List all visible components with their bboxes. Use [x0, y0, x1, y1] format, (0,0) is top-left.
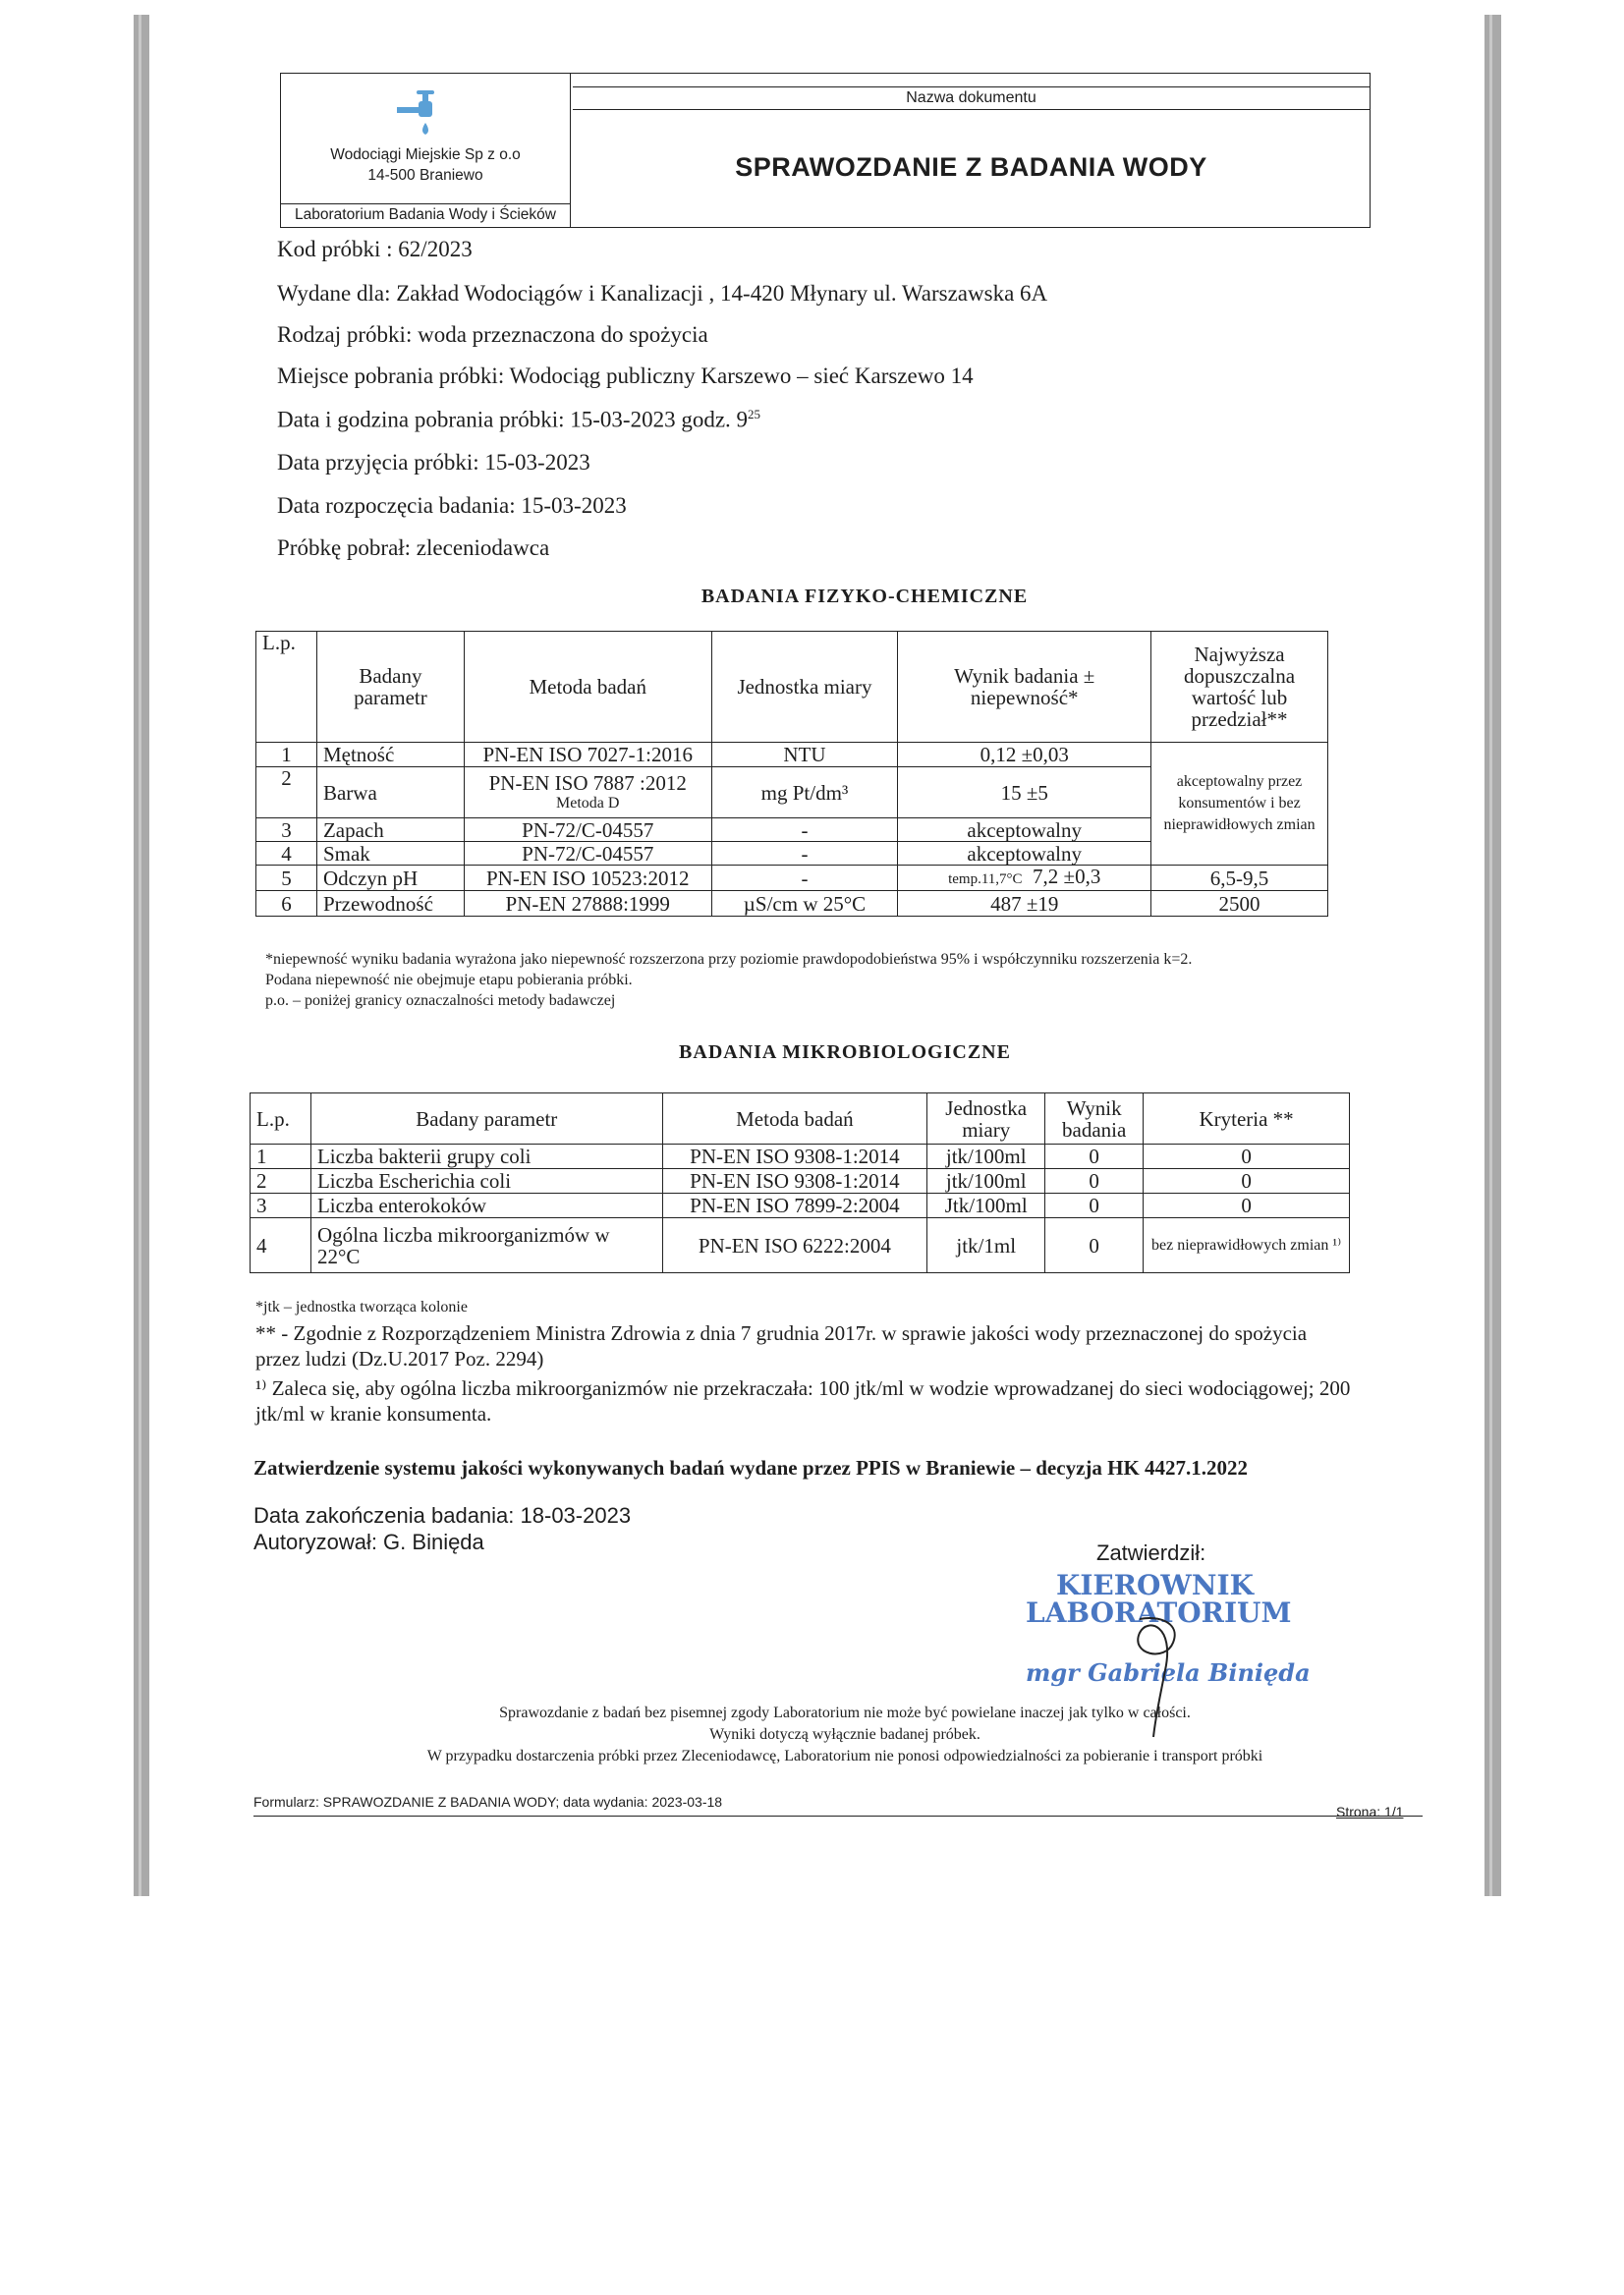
sampling-datetime	[277, 407, 760, 433]
row-unit: -	[711, 866, 898, 891]
company-name: Wodociągi Miejskie Sp z o.o	[330, 146, 521, 163]
uncertainty-note: *niepewność wyniku badania wyrażona jako niepewność rozszerzona przy poziomie prawdopodobieństwa 95% i współczynniku rozszerzenia k=2.	[265, 951, 1193, 968]
physchem-table	[255, 631, 1328, 917]
uncertainty-note-2: Podana niepewność nie obejmuje etapu pobierania próbki.	[265, 972, 633, 988]
physchem-header-row	[256, 632, 1328, 743]
row-param: Zapach	[316, 818, 464, 842]
jtk-note: *jtk – jednostka tworząca kolonie	[255, 1299, 468, 1315]
col-limit-header: Najwyższa dopuszczalna wartość lub przedział**	[1151, 632, 1328, 743]
row-method: PN-EN ISO 7027-1:2016	[464, 743, 711, 767]
row-result: 15 ±5	[898, 767, 1151, 818]
row-method: PN-72/C-04557	[464, 818, 711, 842]
approved-by-label: Zatwierdził:	[1096, 1540, 1206, 1565]
row-param: Liczba bakterii grupy coli	[310, 1145, 662, 1169]
sampling-minutes: 25	[748, 407, 761, 421]
table-row	[251, 1145, 1350, 1169]
row-param: Smak	[316, 842, 464, 866]
row-unit: µS/cm w 25°C	[711, 891, 898, 917]
row-result: 0	[1045, 1218, 1144, 1273]
row-param: Ogólna liczba mikroorganizmów w 22°C	[310, 1218, 662, 1273]
row-method: PN-72/C-04557	[464, 842, 711, 866]
sample-type: Rodzaj próbki: woda przeznaczona do spożycia	[277, 322, 708, 347]
sample-code: Kod próbki : 62/2023	[277, 237, 473, 261]
regulation-note: ** - Zgodnie z Rozporządzeniem Ministra Zdrowia z dnia 7 grudnia 2017r. w sprawie jakości wody przeznaczonej do spożycia przez ludzi (Dz.U.2017 Poz. 2294)	[255, 1321, 1308, 1371]
row-result: akceptowalny	[898, 818, 1151, 842]
footer-rule	[253, 1816, 1423, 1817]
row-criteria: 0	[1144, 1169, 1350, 1194]
scan-border-right	[1484, 15, 1501, 1896]
col-unit-header: Jednostka miary	[711, 632, 898, 743]
document-name-label: Nazwa dokumentu	[573, 86, 1370, 110]
document-title: SPRAWOZDANIE Z BADANIA WODY	[735, 152, 1207, 182]
form-identifier: Formularz: SPRAWOZDANIE Z BADANIA WODY; data wydania: 2023-03-18	[253, 1794, 723, 1810]
row-result: 0	[1045, 1145, 1144, 1169]
row-lp: 1	[251, 1145, 311, 1169]
method-text: PN-EN ISO 7887 :2012	[488, 771, 687, 795]
row-lp: 1	[256, 743, 317, 767]
row-criteria: 0	[1144, 1145, 1350, 1169]
row-param: Mętność	[316, 743, 464, 767]
row-unit: NTU	[711, 743, 898, 767]
row-unit: mg Pt/dm³	[711, 767, 898, 818]
lab-name: Laboratorium Badania Wody i Ścieków	[281, 203, 570, 225]
row-lp: 4	[251, 1218, 311, 1273]
row-criteria: 0	[1144, 1194, 1350, 1218]
row-param: Barwa	[316, 767, 464, 818]
sampling-place: Miejsce pobrania próbki: Wodociąg publiczny Karszewo – sieć Karszewo 14	[277, 364, 974, 388]
row-method: PN-EN ISO 9308-1:2014	[662, 1145, 927, 1169]
row-lp: 6	[256, 891, 317, 917]
row-lp: 2	[251, 1169, 311, 1194]
row-method: PN-EN ISO 9308-1:2014	[662, 1169, 927, 1194]
row-lp: 3	[251, 1194, 311, 1218]
micro-header-row	[251, 1093, 1350, 1145]
col-result-header: Wynik badania ± niepewność*	[898, 632, 1151, 743]
end-date: Data zakończenia badania: 18-03-2023	[253, 1503, 632, 1528]
row-result	[898, 866, 1151, 891]
row-param: Liczba Escherichia coli	[310, 1169, 662, 1194]
receipt-date: Data przyjęcia próbki: 15-03-2023	[277, 450, 590, 475]
table-row	[256, 866, 1328, 891]
stamp-signature-name: mgr Gabriela Binięda	[1026, 1658, 1311, 1687]
lab-identity	[281, 74, 571, 227]
scan-border-left	[134, 15, 149, 1896]
method-sub: Metoda D	[556, 795, 620, 812]
row-lp: 2	[256, 767, 317, 818]
row-result: 0,12 ±0,03	[898, 743, 1151, 767]
quality-approval: Zatwierdzenie systemu jakości wykonywanych badań wydane przez PPIS w Braniewie – decyzja HK 4427.1.2022	[253, 1456, 1249, 1480]
col-lp-header: L.p.	[251, 1093, 311, 1145]
table-row	[256, 891, 1328, 917]
document-header	[280, 73, 1371, 228]
footer-copy-note: Sprawozdanie z badań bez pisemnej zgody Laboratorium nie może być powielane inaczej jak tylko w całości.	[499, 1705, 1191, 1721]
water-tap-logo-icon	[391, 80, 460, 139]
issued-for: Wydane dla: Zakład Wodociągów i Kanalizacji , 14-420 Młynary ul. Warszawska 6A	[277, 281, 1048, 306]
row-unit: jtk/100ml	[927, 1145, 1045, 1169]
sampling-datetime-text: Data i godzina pobrania próbki: 15-03-2023 godz. 9	[277, 407, 749, 432]
row-unit: jtk/1ml	[927, 1218, 1045, 1273]
col-param-header: Badany parametr	[316, 632, 464, 743]
row-result: 487 ±19	[898, 891, 1151, 917]
authorized-by: Autoryzował: G. Binięda	[253, 1530, 484, 1554]
row-result: akceptowalny	[898, 842, 1151, 866]
row-unit: jtk/100ml	[927, 1169, 1045, 1194]
recommendation-note: ¹⁾ Zaleca się, aby ogólna liczba mikroorganizmów nie przekraczała: 100 jtk/ml w wodzie wprowadzanej do sieci wodociągowej; 200 jtk/ml w kranie konsumenta.	[255, 1376, 1351, 1426]
sampler: Próbkę pobrał: zleceniodawca	[277, 535, 550, 560]
row-result: 0	[1045, 1169, 1144, 1194]
row-unit: -	[711, 818, 898, 842]
row-result: 0	[1045, 1194, 1144, 1218]
row-method	[464, 767, 711, 818]
col-method-header: Metoda badań	[662, 1093, 927, 1145]
company-address: 14-500 Braniewo	[367, 167, 483, 184]
row-param: Odczyn pH	[316, 866, 464, 891]
footer-transport-note: W przypadku dostarczenia próbki przez Zleceniodawcę, Laboratorium nie ponosi odpowiedzialności za pobieranie i transport próbki	[426, 1748, 1263, 1764]
stamp-kierownik: KIEROWNIK	[1056, 1569, 1254, 1601]
table-row	[251, 1218, 1350, 1273]
micro-section-title: BADANIA MIKROBIOLOGICZNE	[679, 1041, 1011, 1063]
row-limit: 6,5-9,5	[1151, 866, 1328, 891]
row-method: PN-EN ISO 10523:2012	[464, 866, 711, 891]
result-temperature: temp.11,7°C	[948, 871, 1023, 887]
row-limit: 2500	[1151, 891, 1328, 917]
row-method: PN-EN ISO 7899-2:2004	[662, 1194, 927, 1218]
row-criteria: bez nieprawidłowych zmian ¹⁾	[1144, 1218, 1350, 1273]
row-param: Przewodność	[316, 891, 464, 917]
row-unit: -	[711, 842, 898, 866]
start-date: Data rozpoczęcia badania: 15-03-2023	[277, 493, 627, 518]
row-lp: 3	[256, 818, 317, 842]
table-row	[251, 1194, 1350, 1218]
col-method-header: Metoda badań	[464, 632, 711, 743]
page-number: Strona: 1/1	[1336, 1804, 1404, 1819]
result-value: 7,2 ±0,3	[1033, 865, 1101, 888]
col-unit-header: Jednostka miary	[927, 1093, 1045, 1145]
micro-table	[250, 1092, 1350, 1273]
row-method: PN-EN 27888:1999	[464, 891, 711, 917]
physchem-section-title: BADANIA FIZYKO-CHEMICZNE	[700, 586, 1029, 607]
col-param-header: Badany parametr	[310, 1093, 662, 1145]
col-result-header: Wynik badania	[1045, 1093, 1144, 1145]
table-row	[251, 1169, 1350, 1194]
footer-results-note: Wyniki dotyczą wyłącznie badanej próbek.	[709, 1726, 980, 1743]
row-lp: 5	[256, 866, 317, 891]
row-lp: 4	[256, 842, 317, 866]
loq-note: p.o. – poniżej granicy oznaczalności metody badawczej	[265, 992, 616, 1009]
stamp-laboratorium: LABORATORIUM	[1026, 1596, 1292, 1629]
row-method: PN-EN ISO 6222:2004	[662, 1218, 927, 1273]
col-lp-header: L.p.	[256, 632, 317, 743]
merged-limit-cell: akceptowalny przez konsumentów i bez nieprawidłowych zmian	[1151, 743, 1328, 866]
row-unit: Jtk/100ml	[927, 1194, 1045, 1218]
col-criteria-header: Kryteria **	[1144, 1093, 1350, 1145]
table-row	[256, 743, 1328, 767]
row-param: Liczba enterokoków	[310, 1194, 662, 1218]
